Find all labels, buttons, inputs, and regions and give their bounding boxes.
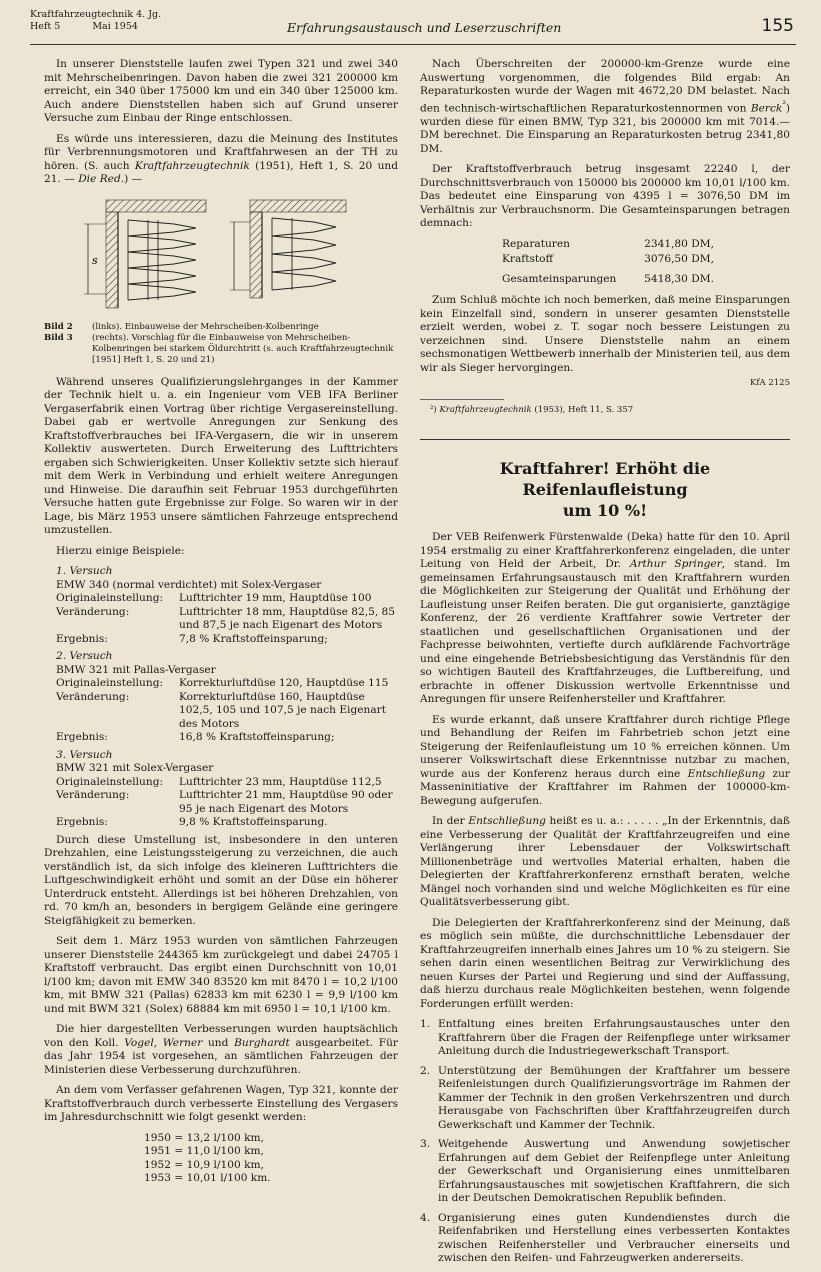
article-headline	[420, 458, 790, 521]
item-text: Organisierung eines guten Kundendienstes durch die Reifenfabriken und Herstellung eines verbesserten Kontaktes zwischen Reifenhersteller und Verbraucher einerseits und zwischen den Reifen- und Fahrzeugwerken andererseits.	[438, 1211, 790, 1265]
text: Der VEB Reifenwerk Fürstenwalde (Deka) hatte für den 10. April 1954 erstmalig zu einer Kraftfahrerkonferenz eingeladen, die unter Leitung von Held der Arbeit, Dr.	[420, 531, 790, 571]
text: ausgearbeitet. Für das Jahr 1954 ist vorgesehen, an sämtlichen Fahrzeugen der Ministerien diese Verbesserung durchzuführen.	[44, 1036, 398, 1076]
savings-total-row	[502, 273, 790, 287]
setting-label: Originaleinstellung:	[56, 592, 164, 604]
author-names: Vogel, Werner	[124, 1036, 203, 1049]
experiment-title: 2. Versuch	[56, 650, 113, 662]
paragraph: Während unseres Qualifizierungslehrganges in der Kammer der Technik hielt u. a. ein Ingenieur vom VEB IFA Berliner Vergaserfabrik einen Vortrag über richtige Vergasereinstellung. Dabei gab er wertvolle Anregungen zur Senkung des Kraftstoffverbrauches bei IFA-Vergasern, die wir in unserem Kollektiv auswerteten. Durch Erweiterung des Lufttrichters ergaben sich Schwierigkeiten. Unser Kollektiv setzte sich hierauf mit dem Werk in Verbindung und erhielt weitere Anregungen und Hinweise. Die daraufhin seit Februar 1953 durchgeführten Versuche hatten gute Ergebnisse zur Folge. So waren wir in der Lage, bis März 1953 unsere sämtlichen Fahrzeuge entsprechend umzustellen.	[44, 375, 398, 536]
piston-ring-figures	[44, 194, 398, 316]
original-setting	[56, 592, 398, 606]
experiment-result	[56, 633, 398, 647]
item-number: 1.	[420, 1018, 431, 1031]
setting-label: Ergebnis:	[56, 731, 108, 743]
total-value: 5418,30 DM.	[644, 272, 714, 285]
paragraph	[420, 815, 790, 910]
paragraph: Die Delegierten der Kraftfahrerkonferenz sind der Meinung, daß es möglich sein müßte, die durchschnittliche Lebensdauer der Kraftfahrzeugreifen innerhalb eines Jahres um 10 % zu steigern. Sie sehen darin einen wesentlichen Beitrag zur Verwirklichung des neuen Kurses der Partei und Regierung und sind der Auffassung, daß hierzu durchaus reale Möglichkeiten bestehen, wenn folgende Forderungen erfüllt werden:	[420, 916, 790, 1010]
experiment-vehicle: EMW 340 (normal verdichtet) mit Solex-Vergaser	[56, 578, 322, 591]
item-number: 4.	[420, 1211, 431, 1224]
savings-value: 2341,80 DM,	[644, 237, 714, 250]
setting-value: Korrekturluftdüse 120, Hauptdüse 115	[179, 677, 389, 689]
figure-bild-3	[230, 200, 346, 298]
savings-table	[502, 238, 790, 287]
page-header	[30, 8, 796, 45]
yearly-consumption-list	[144, 1132, 398, 1186]
dimension-label: s	[92, 253, 98, 267]
paragraph: An dem vom Verfasser gefahrenen Wagen, Typ 321, konnte der Kraftstoffverbrauch durch verbesserte Einstellung des Vergasers im Jahresdurchschnitt wie folgt gesenkt werden:	[44, 1084, 398, 1123]
author-name: Berck	[750, 102, 783, 115]
experiment-title: 3. Versuch	[56, 748, 113, 761]
setting-value: Lufttrichter 19 mm, Hauptdüse 100	[179, 592, 372, 604]
paragraph	[44, 1023, 398, 1077]
setting-label: Veränderung:	[56, 605, 130, 618]
footnote-marker: ²	[782, 99, 786, 110]
text: Nach Überschreiten der 200000-km-Grenze wurde eine Auswertung vorgenommen, die folgendes Bild ergab: An Reparaturkosten wurde der Wagen mit 4672,20 DM belastet. Nach den technisch-wirtschaftlichen Reparaturkostennormen von	[420, 58, 790, 115]
section-title: Erfahrungsaustausch und Leserzuschriften	[287, 20, 562, 35]
text: Die hier dargestellten Verbesserungen wurden hauptsächlich von den Koll.	[44, 1023, 398, 1049]
issue-date: Mai 1954	[92, 21, 138, 32]
changed-setting	[56, 606, 398, 633]
paragraph: Seit dem 1. März 1953 wurden von sämtlichen Fahrzeugen unserer Dienststelle 244365 km zurückgelegt und dabei 24705 l Kraftstoff verbraucht. Das ergibt einen Durchschnitt von 10,01 l/100 km; davon mit EMW 340 83520 km mit 8470 l = 10,2 l/100 km, mit BMW 321 (Pallas) 62833 km mit 6230 l = 9,9 l/100 km und mit BWM 321 (Solex) 68884 km mit 6950 l = 10,1 l/100 km.	[44, 935, 398, 1015]
setting-label: Originaleinstellung:	[56, 677, 164, 689]
paragraph: In unserer Dienststelle laufen zwei Typen 321 und zwei 340 mit Mehrscheibenringen. Davon haben die zwei 321 200000 km erreicht, ein 340 über 175000 km und ein 340 über 125000 km. Auch andere Dienststellen haben sich auf Grund unserer Versuche zum Einbau der Ringe entschlossen.	[44, 58, 398, 124]
caption-label: Bild 3	[44, 332, 73, 343]
caption-label: Bild 2	[44, 321, 73, 332]
footnote-reference: Kraftfahrzeugtechnik	[439, 404, 532, 415]
year-row: 1950 = 13,2 l/100 km,	[144, 1131, 264, 1144]
text: und	[202, 1036, 235, 1049]
footnote-text: (1953), Heft 11, S. 357	[534, 404, 634, 415]
paragraph: Der Kraftstoffverbrauch betrug insgesamt 22240 l, der Durchschnittsverbrauch von 150000 bis 200000 km 10,01 l/100 km. Das bedeutet eine Einsparung von 4395 l = 3076,50 DM im Verhältnis zur Verbrauchsnorm. Die Gesamteinsparungen betragen demnach:	[420, 163, 790, 230]
demand-item	[420, 1065, 790, 1133]
original-setting	[56, 677, 398, 691]
emphasis: Entschließung	[687, 767, 766, 780]
caption-text: (links). Einbauweise der Mehrscheiben-Kolbenringe	[92, 321, 319, 332]
text: ) —	[124, 173, 143, 185]
setting-value: 7,8 % Kraftstoffeinsparung;	[179, 632, 328, 645]
issue-number: Heft 5	[30, 21, 61, 32]
savings-value: 3076,50 DM,	[644, 253, 714, 266]
headline-line: Kraftfahrer! Erhöht die Reifenlaufleistung	[499, 459, 711, 500]
footnote	[420, 404, 790, 418]
setting-label: Veränderung:	[56, 690, 130, 703]
headline-line: um 10 %!	[562, 501, 648, 521]
examples-intro: Hierzu einige Beispiele:	[56, 544, 185, 557]
emphasis: Entschließung	[468, 815, 546, 828]
year-row: 1951 = 11,0 l/100 km,	[144, 1145, 264, 1157]
author-name: Burghardt	[234, 1036, 290, 1049]
item-number: 3.	[420, 1138, 431, 1151]
changed-setting	[56, 789, 398, 816]
demand-item	[420, 1138, 790, 1206]
left-column	[44, 58, 398, 1194]
total-label: Gesamteinsparungen	[502, 272, 617, 285]
experiment	[56, 565, 398, 646]
text: zur Masseninitiative der Kraftfahrer im Rahmen der 100000-km-Bewegung aufgerufen.	[420, 767, 790, 807]
demand-item	[420, 1018, 790, 1059]
setting-value: Korrekturluftdüse 160, Hauptdüse 102,5, 105 und 107,5 je nach Eigenart des Motors	[179, 690, 386, 730]
experiment-list	[44, 565, 398, 830]
text: ) wurden diese für einen BMW, Typ 321, bis 200000 km mit 7014.— DM berechnet. Die Einsparung an Reparaturkosten betrug 2341,80 DM.	[420, 102, 790, 155]
year-row: 1953 = 10,01 l/100 km.	[144, 1172, 271, 1184]
footnote-divider	[420, 399, 504, 400]
text: heißt es u. a.: . . . . . „In der Erkenntnis, daß eine Verbesserung der Qualität der Kraftfahrzeugreifen und eine Verlängerung ihrer Lebensdauer der Volkswirtschaft Millionenbeträge und wertvolles Material erhalten, haben die Delegierten der Kraftfahrerkonferenz ernsthaft beraten, welche Mängel noch vorhanden sind und welche Möglichkeiten es für eine Qualitätsverbesserung gibt.	[420, 815, 791, 909]
setting-label: Originaleinstellung:	[56, 775, 164, 788]
caption-bild-3	[44, 333, 398, 366]
changed-setting	[56, 691, 398, 732]
savings-label: Reparaturen	[502, 237, 570, 250]
text: Es wurde erkannt, daß unsere Kraftfahrer durch richtige Pflege und Behandlung der Reifen im Fahrbetrieb schon jetzt eine Steigerung der Reifenlaufleistung um 10 % erreichen können. Um unserer Volkswirtschaft diese Erkenntnisse nutzbar zu machen, wurde aus der Konferenz heraus durch eine	[420, 713, 790, 780]
editor-note: Die Red.	[78, 173, 125, 185]
setting-value: Lufttrichter 23 mm, Hauptdüse 112,5	[179, 775, 382, 788]
figure-bild-2	[84, 200, 206, 308]
setting-label: Ergebnis:	[56, 816, 108, 828]
experiment-result	[56, 731, 398, 745]
text: , stand. Im gemeinsamen Erfahrungsaustausch mit den Kraftfahrern wurden die Möglichkeiten zur Steigerung der Qualität und Erhöhung der Laufleistung unser Reifen beraten. Die gut organisierte, ganztägige Konferenz, der 26 verdiente Kraftfahrer sowie Vertreter der staatlichen und gesellschaftlichen Organisationen und der Fachpresse beiwohnten, vertiefte durch aufklärende Fachvorträge und eine eingehende Betriebsbesichtigung das Verständnis für den so wichtigen Bauteil des Kraftfahrzeuges, die Luftbereifung, und erbrachte in offener Diskussion wertvolle Erkenntnisse und Anregungen für unsere Reifenhersteller und Kraftfahrer.	[420, 558, 790, 706]
journal-reference: Kraftfahrzeugtechnik	[134, 159, 250, 172]
figure-captions	[44, 322, 398, 366]
paragraph	[420, 58, 790, 156]
setting-label: Veränderung:	[56, 789, 130, 801]
journal-title: Kraftfahrzeugtechnik 4. Jg.	[30, 9, 162, 20]
item-text: Entfaltung eines breiten Erfahrungsaustausches unter den Kraftfahrern über die Fragen der Reifenpflege unter wirksamer Anleitung durch die Industriegewerkschaft Transport.	[438, 1018, 790, 1058]
savings-row	[502, 253, 790, 267]
paragraph	[420, 531, 790, 707]
paragraph: Durch diese Umstellung ist, insbesondere in den unteren Drehzahlen, eine Leistungssteigerung zu verzeichnen, die auch verständlich ist, da sich infolge des kleineren Lufttrichters die Luftgeschwindigkeit erhöht und somit an der Düse ein höherer Unterdruck entsteht. Allerdings ist bei höheren Drehzahlen, von rd. 70 km/h an, besonders in bergigem Gelände eine geringere Steigfähigkeit zu bemerken.	[44, 833, 398, 927]
experiment	[56, 650, 398, 745]
item-text: Weitgehende Auswertung und Anwendung sowjetischer Erfahrungen auf dem Gebiet der Reifenpflege unter Anleitung der Gewerkschaft und Organisierung eines unmittelbaren Erfahrungsaustausches mit sowjetischen Kraftfahrern, die sich in der Deutschen Demokratischen Republik befinden.	[438, 1138, 790, 1205]
experiment-vehicle: BMW 321 mit Pallas-Vergaser	[56, 663, 216, 676]
setting-value: Lufttrichter 21 mm, Hauptdüse 90 oder 95 je nach Eigenart des Motors	[179, 789, 393, 815]
experiment-result	[56, 816, 398, 830]
footnote-number: ²)	[430, 404, 437, 415]
setting-value: 9,8 % Kraftstoffeinsparung.	[179, 816, 328, 828]
setting-value: Lufttrichter 18 mm, Hauptdüse 82,5, 85 und 87,5 je nach Eigenart des Motors	[179, 605, 396, 631]
experiment-vehicle: BMW 321 mit Solex-Vergaser	[56, 762, 214, 774]
person-name: Arthur Springer	[629, 558, 722, 571]
setting-value: 16,8 % Kraftstoffeinsparung;	[179, 731, 335, 743]
caption-bild-2	[44, 322, 398, 333]
right-column	[420, 58, 790, 1272]
savings-row	[502, 238, 790, 252]
item-text: Unterstützung der Bemühungen der Kraftfahrer um bessere Reifenleistungen durch Qualifizierungsvorträge im Rahmen der Kammer der Technik in den großen Verkehrszentren und durch Herausgabe von Fachschriften über Kraftfahrzeugreifen durch Gewerkschaft und Kammer der Technik.	[438, 1064, 790, 1131]
page-number: 155	[761, 16, 794, 36]
original-setting	[56, 776, 398, 790]
paragraph	[44, 133, 398, 187]
setting-label: Ergebnis:	[56, 632, 108, 645]
experiment	[56, 749, 398, 830]
text: Es würde uns interessieren, dazu die Meinung des Institutes für Verbrennungsmotoren und Kraftfahrwesen an der TH zu hören. (S. auch	[44, 132, 398, 172]
article-divider	[420, 439, 790, 440]
caption-text: (rechts). Vorschlag für die Einbauweise von Mehrscheiben-Kolbenringen bei starkem Öldurchtritt (s. auch Kraftfahrzeugtechnik [1951] Heft 1, S. 20 und 21)	[92, 332, 394, 365]
text: (1951), Heft 1, S. 20 und 21. —	[44, 159, 398, 185]
article-signature: KfA 2125	[750, 378, 790, 389]
item-number: 2.	[420, 1064, 431, 1077]
savings-label: Kraftstoff	[502, 253, 554, 266]
paragraph: Zum Schluß möchte ich noch bemerken, daß meine Einsparungen kein Einzelfall sind, sondern in unserer gesamten Dienststelle erzielt werden, wobei z. T. sogar noch bessere Leistungen zu verzeichnen sind. Unsere Dienststelle nahm an einem sechsmonatigen Wettbewerb innerhalb der Ministerien teil, aus dem wir als Sieger hervorgingen.	[420, 294, 790, 374]
year-row: 1952 = 10,9 l/100 km,	[144, 1158, 264, 1171]
demand-item	[420, 1212, 790, 1266]
paragraph	[420, 714, 790, 809]
text: In der	[432, 815, 469, 828]
journal-info	[30, 9, 230, 33]
issue-line	[30, 21, 230, 33]
demands-list	[420, 1018, 790, 1266]
experiment-title: 1. Versuch	[56, 565, 113, 577]
piston-ring-diagram	[44, 194, 398, 316]
